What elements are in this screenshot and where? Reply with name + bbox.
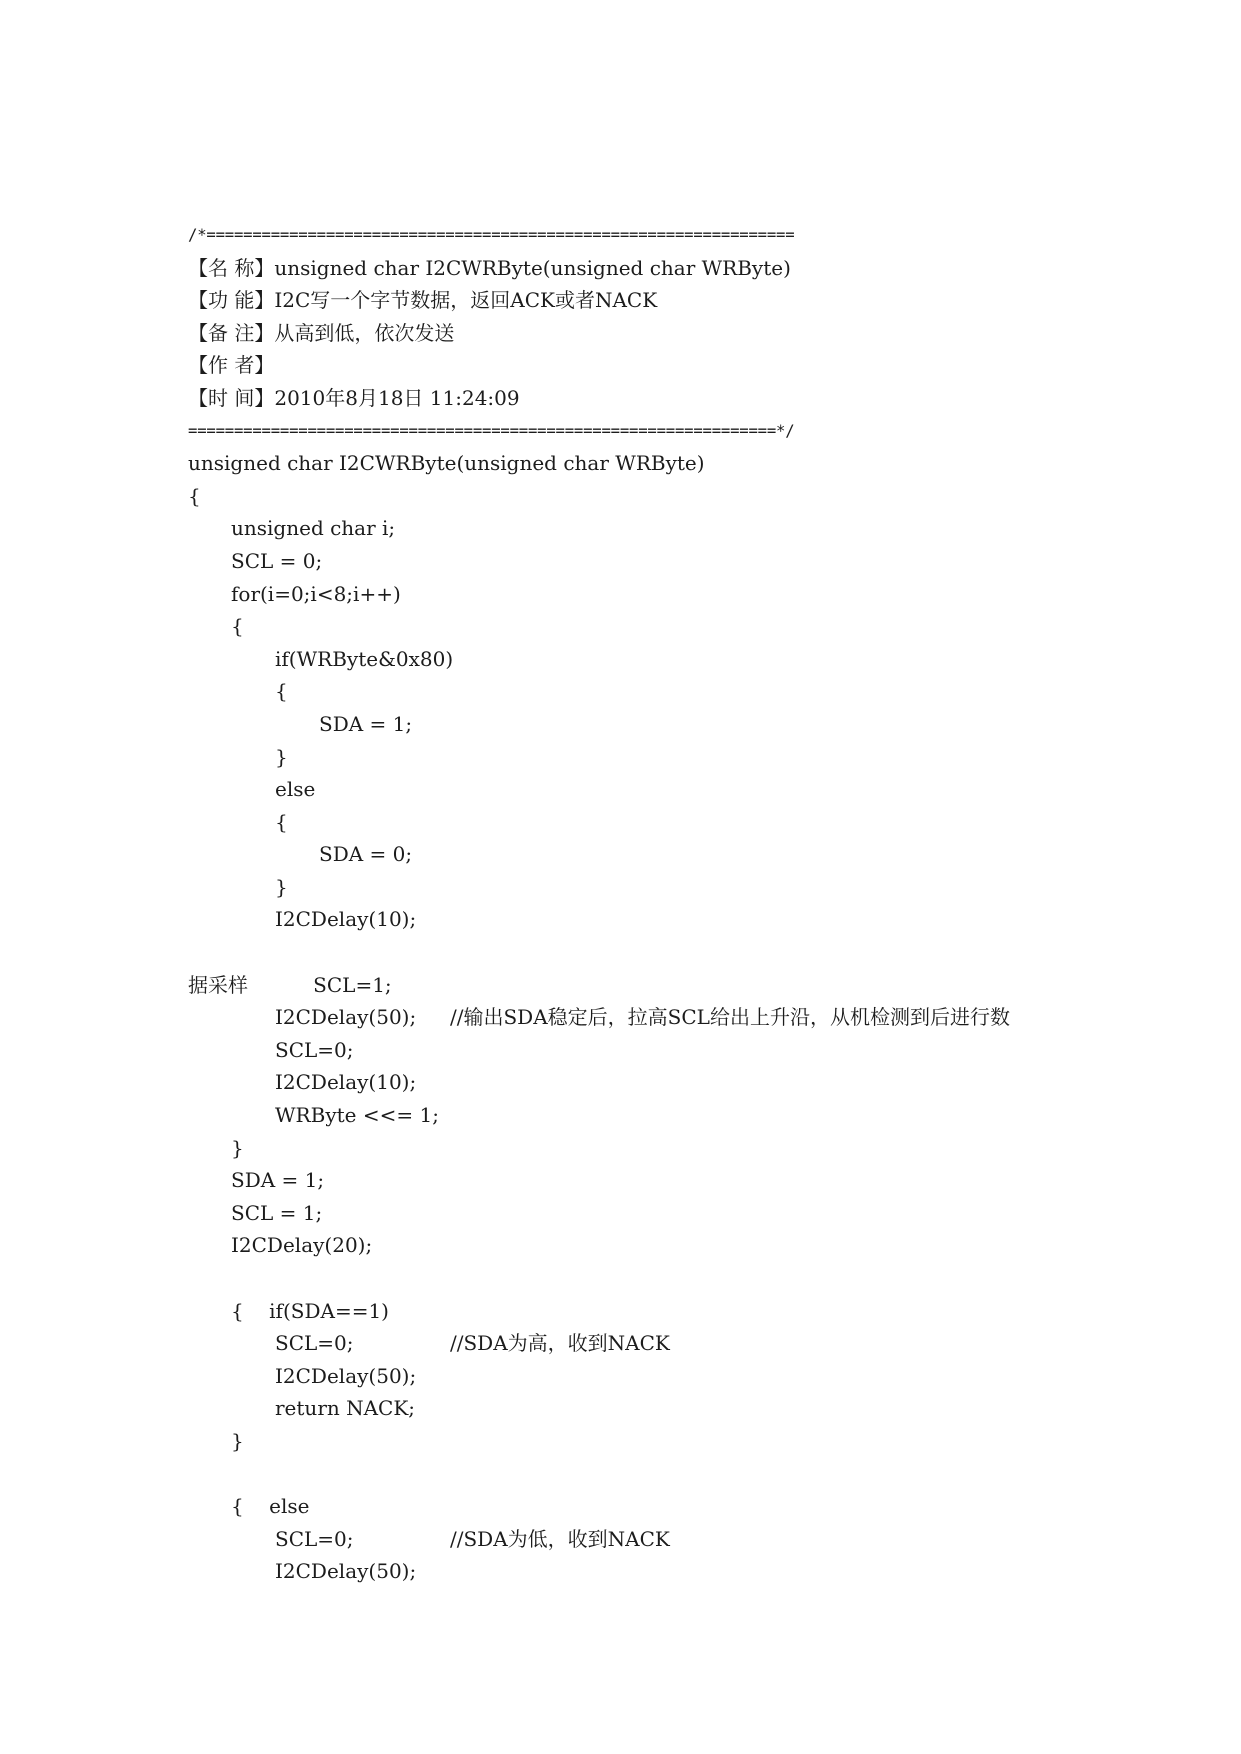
- code-comment: //SDA为高，收到NACK: [450, 1331, 670, 1356]
- header-rule-bottom: ================================================================*/: [188, 421, 795, 440]
- code-line: {: [188, 483, 201, 508]
- code-line: SCL = 1;: [231, 1200, 323, 1225]
- code-line: SCL=0;: [275, 1526, 354, 1551]
- code-comment: //输出SDA稳定后，拉高SCL给出上升沿，从机检测到后进行数: [450, 1005, 1010, 1030]
- code-statement: SCL=1;: [313, 972, 392, 997]
- code-line: I2CDelay(50);: [275, 1363, 417, 1388]
- code-line: return NACK;: [275, 1396, 416, 1421]
- code-line: SDA = 1;: [319, 711, 413, 736]
- code-comment-continuation: 据采样: [188, 972, 248, 997]
- header-function: 【功 能】I2C写一个字节数据，返回ACK或者NACK: [188, 288, 658, 313]
- code-line: SCL = 0;: [231, 548, 323, 573]
- code-line: I2CDelay(50);: [275, 1005, 417, 1030]
- code-line: SDA = 0;: [319, 842, 413, 867]
- code-line: {: [275, 809, 288, 834]
- code-line: if(WRByte&0x80): [275, 646, 454, 671]
- code-line: I2CDelay(20);: [231, 1233, 373, 1258]
- code-line: I2CDelay(10);: [275, 1070, 417, 1095]
- code-line: SCL=0;: [275, 1037, 354, 1062]
- code-line: {: [231, 614, 244, 639]
- code-line: SDA = 1;: [231, 1168, 325, 1193]
- code-line: else: [275, 777, 316, 802]
- code-line: SCL=0;: [275, 1331, 354, 1356]
- code-line: for(i=0;i<8;i++): [231, 581, 401, 606]
- function-signature: unsigned char I2CWRByte(unsigned char WRByte): [188, 451, 705, 476]
- code-listing: [188, 219, 1088, 1588]
- code-line: }: [275, 744, 288, 769]
- header-rule-top: /*================================================================: [188, 226, 795, 244]
- code-line: }: [275, 874, 288, 899]
- header-name: 【名 称】unsigned char I2CWRByte(unsigned char WRByte): [188, 255, 791, 280]
- header-time: 【时 间】2010年8月18日 11:24:09: [188, 385, 520, 410]
- header-author: 【作 者】: [188, 353, 275, 378]
- code-line: }: [231, 1428, 244, 1453]
- code-line: }: [231, 1135, 244, 1160]
- code-statement: if(SDA==1): [269, 1298, 389, 1323]
- code-line: I2CDelay(50);: [275, 1559, 417, 1584]
- code-line: unsigned char i;: [231, 516, 396, 541]
- code-line: WRByte <<= 1;: [275, 1103, 439, 1128]
- code-line: {: [231, 1494, 244, 1519]
- code-comment: //SDA为低，收到NACK: [450, 1526, 670, 1551]
- header-remark: 【备 注】从高到低，依次发送: [188, 320, 455, 345]
- code-statement: else: [269, 1494, 310, 1519]
- code-line: {: [231, 1298, 244, 1323]
- code-line: {: [275, 679, 288, 704]
- code-line: I2CDelay(10);: [275, 907, 417, 932]
